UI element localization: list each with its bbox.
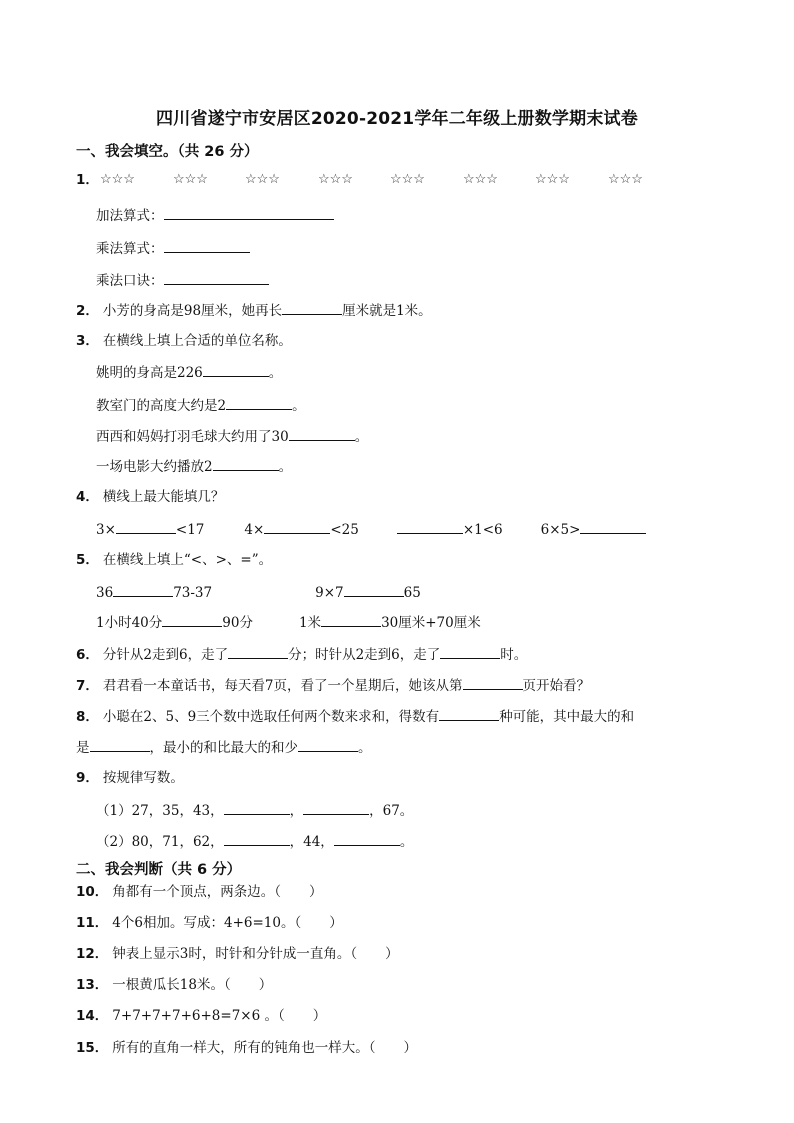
star-group: ☆☆☆ (390, 172, 425, 187)
answer-blank[interactable] (164, 205, 334, 220)
question-3-line-3: 西西和妈妈打羽毛球大约用了30 。 (96, 426, 368, 447)
question-7: 7． 君君看一本童话书，每天看7页，看了一个星期后，她该从第 页开始看？ (76, 675, 590, 696)
answer-blank[interactable] (580, 519, 646, 534)
question-3: 3． 在横线上填上合适的单位名称。 (76, 333, 292, 349)
star-group: ☆☆☆ (535, 172, 570, 187)
answer-blank[interactable] (203, 362, 269, 377)
star-group: ☆☆☆ (173, 172, 208, 187)
question-1-mul-line: 乘法算式： (96, 238, 250, 259)
answer-blank[interactable] (226, 395, 292, 410)
question-1-add-line: 加法算式： (96, 205, 334, 226)
question-5-row-2: 1小时40分 90分 1米 30厘米+70厘米 (96, 612, 481, 633)
answer-blank[interactable] (397, 519, 463, 534)
star-group: ☆☆☆ (463, 172, 498, 187)
section-heading-fill-in: 一、我会填空。（共 26 分） (76, 144, 259, 160)
answer-blank[interactable] (90, 737, 150, 752)
question-4: 4． 横线上最大能填几？ (76, 489, 225, 505)
answer-blank[interactable] (439, 706, 499, 721)
question-8-continued: 是 ，最小的和比最大的和少 。 (76, 737, 372, 758)
answer-blank[interactable] (224, 831, 290, 846)
question-5-row-1: 36 73-37 9×7 65 (96, 582, 421, 603)
answer-blank[interactable] (344, 582, 404, 597)
answer-blank[interactable] (321, 612, 381, 627)
question-3-line-2: 教室门的高度大约是2 。 (96, 395, 306, 416)
question-14: 14． 7+7+7+7+6+8=7×6 。（ ） (76, 1008, 327, 1024)
question-1-rhyme-line: 乘法口诀： (96, 270, 269, 291)
answer-blank[interactable] (303, 800, 369, 815)
question-9-line-1: （1）27，35，43， ， ，67。 (96, 800, 413, 821)
star-group: ☆☆☆ (608, 172, 643, 187)
question-9-line-2: （2）80，71，62， ，44， 。 (96, 831, 413, 852)
question-4-items: 3× <17 4× <25 ×1<6 6×5> (96, 519, 646, 540)
question-3-line-1: 姚明的身高是226 。 (96, 362, 282, 383)
question-8: 8． 小聪在2、5、9三个数中选取任何两个数来求和，得数有 种可能，其中最大的和 (76, 706, 634, 727)
question-12: 12． 钟表上显示3时，时针和分针成一直角。（ ） (76, 946, 399, 962)
answer-blank[interactable] (463, 675, 523, 690)
question-9: 9． 按规律写数。 (76, 770, 184, 786)
question-6: 6． 分针从2走到6，走了 分；时针从2走到6，走了 时。 (76, 644, 527, 665)
question-10: 10． 角都有一个顶点，两条边。（ ） (76, 884, 323, 900)
answer-blank[interactable] (228, 644, 288, 659)
star-group: ☆☆☆ (318, 172, 353, 187)
page-title: 四川省遂宁市安居区2020-2021学年二年级上册数学期末试卷 (156, 109, 638, 129)
answer-blank[interactable] (264, 519, 330, 534)
answer-blank[interactable] (116, 519, 176, 534)
question-1-number: 1． (76, 172, 99, 188)
answer-blank[interactable] (164, 270, 269, 285)
star-rows (100, 172, 660, 192)
answer-blank[interactable] (334, 831, 400, 846)
answer-blank[interactable] (113, 582, 173, 597)
question-2: 2． 小芳的身高是98厘米，她再长 厘米就是1米。 (76, 300, 432, 321)
answer-blank[interactable] (289, 426, 355, 441)
answer-blank[interactable] (162, 612, 222, 627)
answer-blank[interactable] (440, 644, 500, 659)
section-heading-judge: 二、我会判断（共 6 分） (76, 862, 242, 878)
star-group: ☆☆☆ (245, 172, 280, 187)
answer-blank[interactable] (213, 456, 279, 471)
star-group: ☆☆☆ (100, 172, 135, 187)
question-15: 15． 所有的直角一样大，所有的钝角也一样大。（ ） (76, 1040, 418, 1056)
answer-blank[interactable] (298, 737, 358, 752)
answer-blank[interactable] (224, 800, 290, 815)
answer-blank[interactable] (282, 300, 342, 315)
question-13: 13． 一根黄瓜长18米。（ ） (76, 977, 273, 993)
question-11: 11． 4个6相加。写成：4+6=10。（ ） (76, 915, 343, 931)
question-3-line-4: 一场电影大约播放2 。 (96, 456, 292, 477)
answer-blank[interactable] (164, 238, 250, 253)
question-5: 5． 在横线上填上“<、>、=”。 (76, 552, 273, 568)
